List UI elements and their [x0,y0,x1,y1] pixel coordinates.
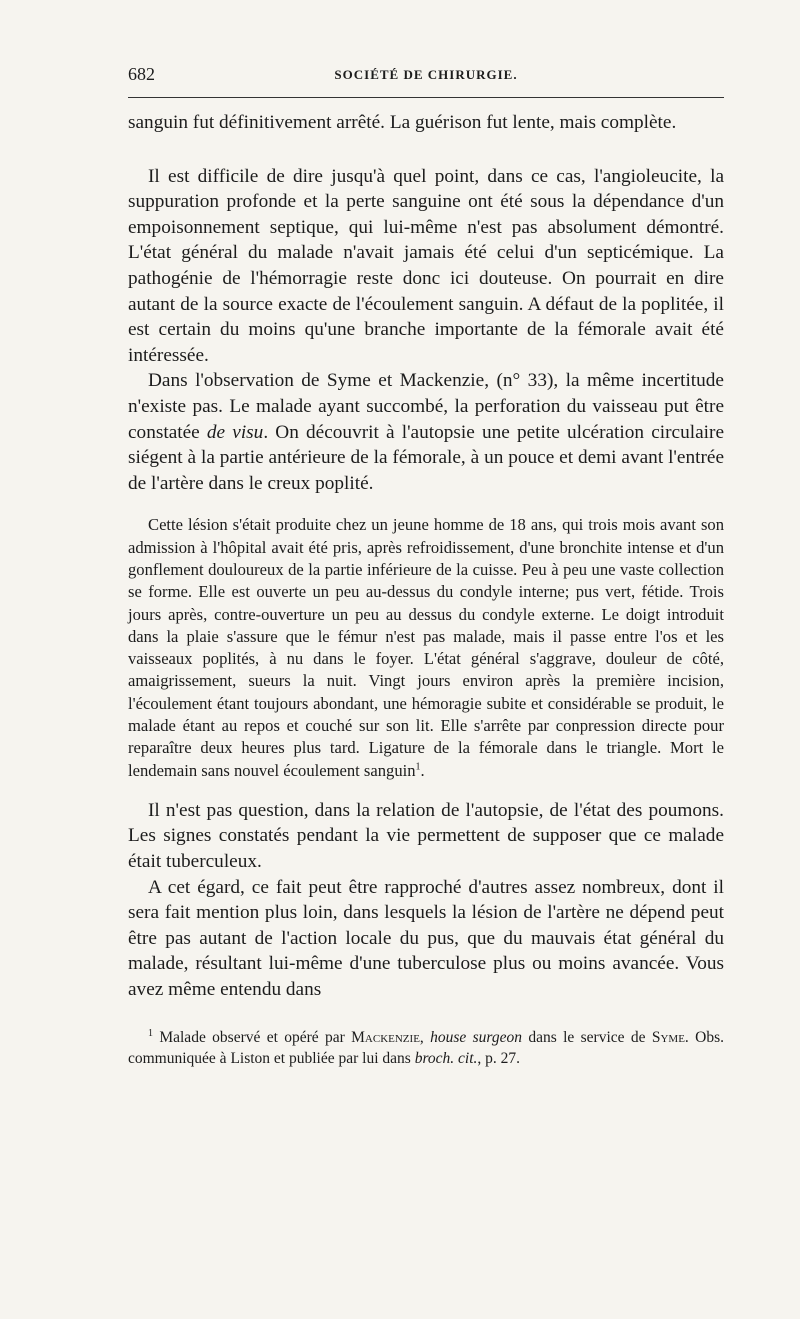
case-report-quote [128,514,724,782]
header-rule [128,97,724,98]
footnote [128,1027,724,1070]
footnote-name-syme: Syme [651,1028,685,1046]
footnote-text-a: Malade observé et opéré par [153,1028,352,1046]
paragraph-5: A cet égard, ce fait peut être rapproché d'autres assez nombreux, dont il sera fait mention plus loin, dans lesquels la lésion de l'artère ne dépend peut être pas autant de l'action locale du pus, que du mauvais état général du malade, résultant lui-même d'une tuberculose plus ou moins avancée. Vous avez même entendu dans [128,876,724,1001]
page-number: 682 [128,64,155,84]
page-header [128,64,724,88]
paragraph-4: Il n'est pas question, dans la relation de l'autopsie, de l'état des poumons. Les signes constatés pendant la vie permettent de supposer que ce malade était tuberculeux. [128,799,724,873]
quote-text: Cette lésion s'était produite chez un jeune homme de 18 ans, qui trois mois avant son admission à l'hôpital avait été pris, après refroidissement, d'une bronchite intense et d'un gonflement douloureux de la partie inférieure de la cuisse. Peu à peu une vaste collection se forme. Elle est ouverte un peu au-dessus du condyle interne; pus vert, fétide. Trois jours après, contre-ouverture un peu au dessus du condyle externe. Le doigt introduit dans la plaie s'assure que le fémur n'est pas malade, mais il passe entre l'os et les vaisseaux poplités, à nu dans le foyer. L'état général s'aggrave, douleur de côté, amaigrissement, sueurs la nuit. Vingt jours environ après la première incision, l'écoulement étant toujours abondant, une hémoragie subite et considérable se produit, le malade étant au repos et couché sur son lit. Elle s'arrête par conpression directe pour reparaître deux heures plus tard. Ligature de la fémorale dans le triangle. Mort le lendemain sans nouvel écoulement sanguin [128,515,724,780]
quote-end: . [420,760,425,780]
footnote-mark: 1 [148,1027,153,1039]
book-page [128,64,724,1070]
footnote-reference[interactable]: 1 [415,761,421,773]
footnote-italic-house-surgeon: house surgeon [430,1028,523,1046]
paragraph-3-text-a: Dans l'observation de Syme et Mackenzie, (n° 33), la même incertitude n'existe pas. Le malade ayant succombé, la perforation du vaisseau put être constatée [128,370,724,443]
footnote-text-c: dans le service de [522,1028,652,1046]
paragraph-3 [128,368,724,496]
paragraph-2: Il est difficile de dire jusqu'à quel point, dans ce cas, l'angioleucite, la suppuration profonde et la perte sanguine ont été sous la dépendance d'un empoisonnement septique, qui lui-même n'est pas absolument démontré. L'état général du malade n'avait jamais été celui d'un septicémique. La pathogénie de l'hémorragie reste donc ici douteuse. On pourrait en dire autant de la source exacte de l'écoulement sanguin. A défaut de la poplitée, il est certain du moins qu'une branche importante de la fémorale avait été intéressée. [128,165,724,366]
paragraph-3-text-b: . On découvrit à l'autopsie une petite ulcération circulaire siégent à la partie antérieure de la fémorale, à un pouce et demi avant l'entrée de l'artère dans le creux poplité. [128,421,724,494]
footnote-name-mackenzie: Mackenzie [351,1028,420,1046]
paragraph-1: sanguin fut définitivement arrêté. La guérison fut lente, mais complète. [128,112,677,133]
footnote-italic-broch-cit: broch. cit. [414,1050,478,1068]
running-head: SOCIÉTÉ DE CHIRURGIE. [334,67,518,82]
footnote-text-d: . Obs. communiquée à Liston et publiée par lui dans [128,1028,724,1068]
paragraph-3-italic: de visu [206,421,264,443]
footnote-text-e: , p. 27. [477,1050,521,1068]
footnote-text-b: , [419,1028,431,1046]
